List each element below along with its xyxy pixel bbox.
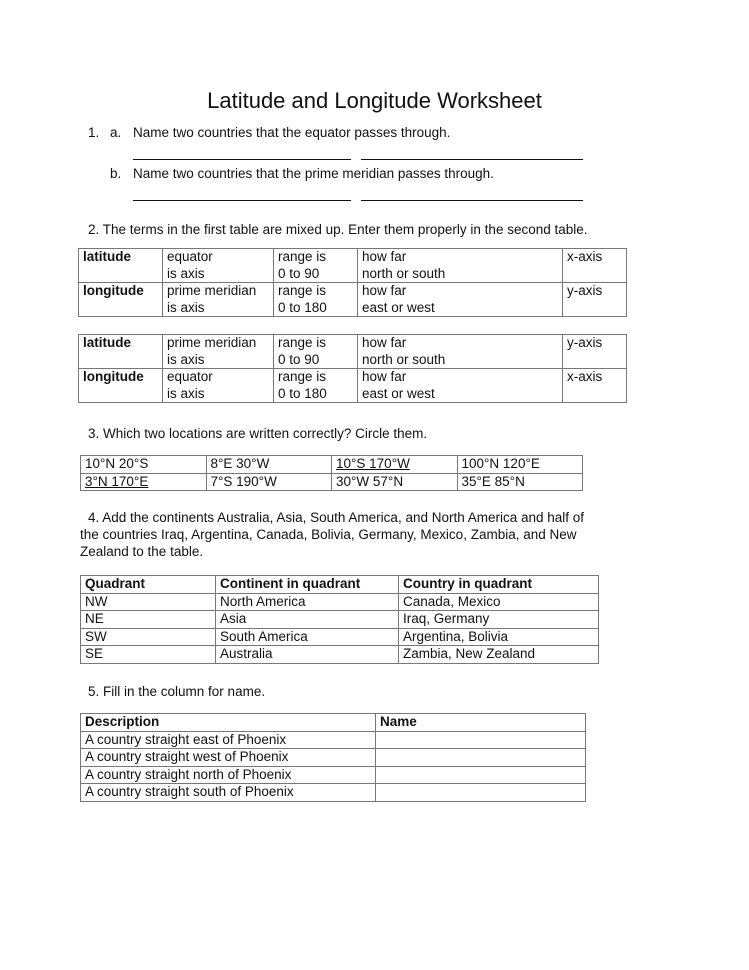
answer-cell[interactable]: South America [216,628,399,646]
location-option[interactable]: 7°S 190°W [206,473,332,491]
corrected-terms-table [78,334,627,403]
locations-table [80,455,583,491]
description-cell: A country straight east of Phoenix [81,731,376,749]
table-row [79,335,627,369]
q1b-text: Name two countries that the prime meridian passes through. [133,166,494,181]
term-cell: x-axis [563,249,627,283]
answer-cell[interactable]: Argentina, Bolivia [399,628,599,646]
column-header: Name [376,714,586,732]
table-row [81,731,586,749]
description-cell: A country straight west of Phoenix [81,749,376,767]
table-row [81,611,599,629]
term-cell: range is 0 to 180 [274,369,358,403]
location-option[interactable]: 3°N 170°E [81,473,207,491]
term-cell: how far north or south [358,335,563,369]
term-cell: prime meridian is axis [163,283,274,317]
table-row [81,593,599,611]
q1b-label: b. [110,166,122,181]
term-label: latitude [79,335,163,369]
name-answer-cell[interactable] [376,784,586,802]
q2-text: 2. The terms in the first table are mixed up. Enter them properly in the second table. [88,222,588,237]
table-row [81,473,583,491]
term-cell: how far east or west [358,283,563,317]
term-cell: range is 0 to 90 [274,335,358,369]
quadrant-cell: SE [81,646,216,664]
column-header: Description [81,714,376,732]
column-header: Quadrant [81,576,216,594]
table-row [81,628,599,646]
header-row [81,714,586,732]
q4-text-line-2: the countries Iraq, Argentina, Canada, Bolivia, Germany, Mexico, Zambia, and New [80,527,577,542]
location-option[interactable]: 8°E 30°W [206,456,332,474]
answer-cell[interactable]: Iraq, Germany [399,611,599,629]
quadrant-cell: SW [81,628,216,646]
answer-cell[interactable]: Australia [216,646,399,664]
mixed-terms-table [78,248,627,317]
location-option[interactable]: 30°W 57°N [332,473,458,491]
column-header: Country in quadrant [399,576,599,594]
answer-cell[interactable]: Zambia, New Zealand [399,646,599,664]
answer-cell[interactable]: North America [216,593,399,611]
quadrant-cell: NW [81,593,216,611]
quadrant-cell: NE [81,611,216,629]
quadrant-table [80,575,599,664]
term-label: latitude [79,249,163,283]
description-cell: A country straight north of Phoenix [81,766,376,784]
q5-text: 5. Fill in the column for name. [88,684,266,699]
term-cell: y-axis [563,283,627,317]
table-row [79,369,627,403]
column-header: Continent in quadrant [216,576,399,594]
q1a-answer-2[interactable] [361,145,583,160]
table-row [81,749,586,767]
q1a-answer-1[interactable] [133,145,351,160]
location-option[interactable]: 10°N 20°S [81,456,207,474]
q1-number: 1. [88,125,100,140]
description-cell: A country straight south of Phoenix [81,784,376,802]
table-row [79,283,627,317]
name-answer-cell[interactable] [376,766,586,784]
header-row [81,576,599,594]
term-cell: how far east or west [358,369,563,403]
answer-cell[interactable]: Canada, Mexico [399,593,599,611]
table-row [81,784,586,802]
location-option[interactable]: 100°N 120°E [457,456,583,474]
term-cell: y-axis [563,335,627,369]
answer-cell[interactable]: Asia [216,611,399,629]
location-option[interactable]: 35°E 85°N [457,473,583,491]
term-label: longitude [79,283,163,317]
phoenix-table [80,713,586,802]
term-cell: equator is axis [163,369,274,403]
term-cell: how far north or south [358,249,563,283]
q1a-label: a. [110,125,122,140]
name-answer-cell[interactable] [376,749,586,767]
table-row [81,456,583,474]
term-cell: prime meridian is axis [163,335,274,369]
table-row [81,646,599,664]
term-cell: equator is axis [163,249,274,283]
q1b-answer-1[interactable] [133,186,351,201]
q4-text-line-1: 4. Add the continents Australia, Asia, South America, and North America and half of [88,510,585,525]
table-row [79,249,627,283]
table-row [81,766,586,784]
q1b-answer-2[interactable] [361,186,583,201]
term-label: longitude [79,369,163,403]
term-cell: x-axis [563,369,627,403]
page-title: Latitude and Longitude Worksheet [207,88,542,113]
q3-text: 3. Which two locations are written correctly? Circle them. [88,426,428,441]
location-option[interactable]: 10°S 170°W [332,456,458,474]
term-cell: range is 0 to 90 [274,249,358,283]
q1a-text: Name two countries that the equator passes through. [133,125,451,140]
name-answer-cell[interactable] [376,731,586,749]
q4-text-line-3: Zealand to the table. [80,544,204,559]
term-cell: range is 0 to 180 [274,283,358,317]
